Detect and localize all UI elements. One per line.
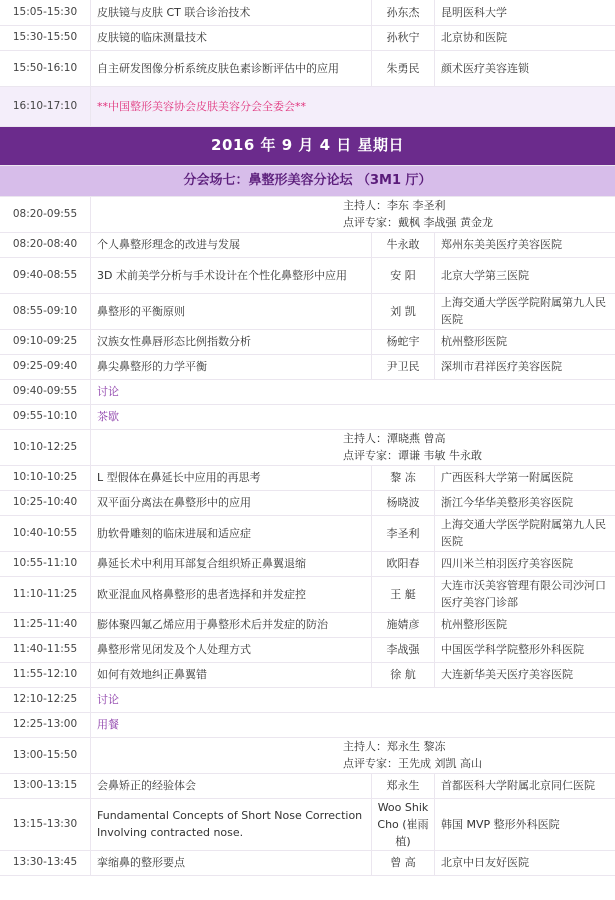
host-line [343, 430, 615, 447]
session-speaker: 欧阳春 [372, 551, 435, 576]
session-topic: 挛缩鼻的整形要点 [91, 850, 372, 875]
session-time: 09:25-09:40 [0, 354, 91, 379]
session-speaker: 徐 航 [372, 662, 435, 687]
session-institution: 中国医学科学院整形外科医院 [435, 637, 615, 662]
table-row [0, 354, 615, 379]
session-speaker: 尹卫民 [372, 354, 435, 379]
session-speaker: Woo Shik Cho (崔雨植) [372, 798, 435, 850]
session-topic: 膨体聚四氟乙烯应用于鼻整形术后并发症的防治 [91, 612, 372, 637]
session-time: 11:25-11:40 [0, 612, 91, 637]
session-time: 11:40-11:55 [0, 637, 91, 662]
session-topic: 如何有效地纠正鼻翼错 [91, 662, 372, 687]
session-topic: 皮肤镜的临床测量技术 [91, 25, 372, 50]
host-row [0, 737, 615, 773]
table-row [0, 329, 615, 354]
table-row [0, 50, 615, 86]
reviewer-names: 戴枫 李战强 黄金龙 [398, 216, 493, 229]
day-header: 2016 年 9 月 4 日 星期日 [0, 126, 615, 165]
reviewer-line [343, 214, 615, 231]
session-time: 08:20-08:40 [0, 232, 91, 257]
session-topic: 会鼻矫正的经验体会 [91, 773, 372, 798]
session-topic: 鼻整形的平衡原则 [91, 293, 372, 329]
session-speaker: 李战强 [372, 637, 435, 662]
table-row [0, 712, 615, 737]
reviewer-line [343, 755, 615, 772]
session-topic: Fundamental Concepts of Short Nose Correction Involving contracted nose. [91, 798, 372, 850]
session-institution: 北京大学第三医院 [435, 257, 615, 293]
session-institution: 北京协和医院 [435, 25, 615, 50]
tea-break-label: 茶歇 [91, 404, 615, 429]
host-names: 郑永生 黎冻 [387, 740, 446, 753]
table-row [0, 0, 615, 25]
session-time: 13:30-13:45 [0, 850, 91, 875]
session-institution: 浙江今华华美整形美容医院 [435, 490, 615, 515]
venue-header: 分会场七：鼻整形美容分论坛 （3M1 厅） [0, 165, 615, 196]
session-institution: 郑州东美美医疗美容医院 [435, 232, 615, 257]
session-speaker: 孙东杰 [372, 0, 435, 25]
discussion-label: 讨论 [91, 687, 615, 712]
table-row [0, 465, 615, 490]
committee-row [0, 86, 615, 126]
session-institution: 杭州整形医院 [435, 329, 615, 354]
table-row [0, 798, 615, 850]
table-row [0, 379, 615, 404]
session-speaker: 杨晓波 [372, 490, 435, 515]
host-cell [91, 429, 615, 465]
session-speaker: 王 艇 [372, 576, 435, 612]
session-time: 16:10-17:10 [0, 86, 91, 126]
host-label: 主持人： [343, 199, 387, 212]
session-speaker: 施婧彦 [372, 612, 435, 637]
session-time: 10:10-10:25 [0, 465, 91, 490]
table-row [0, 612, 615, 637]
session-topic: 个人鼻整形理念的改进与发展 [91, 232, 372, 257]
session-topic: 汉族女性鼻唇形态比例指数分析 [91, 329, 372, 354]
table-row [0, 687, 615, 712]
session-institution: 上海交通大学医学院附属第九人民医院 [435, 293, 615, 329]
lunch-label: 用餐 [91, 712, 615, 737]
session-topic: L 型假体在鼻延长中应用的再思考 [91, 465, 372, 490]
table-row [0, 551, 615, 576]
session-speaker: 孙秋宁 [372, 25, 435, 50]
reviewer-label: 点评专家： [343, 216, 398, 229]
table-row [0, 662, 615, 687]
discussion-label: 讨论 [91, 379, 615, 404]
table-row [0, 637, 615, 662]
session-speaker: 刘 凯 [372, 293, 435, 329]
session-institution: 首都医科大学附属北京同仁医院 [435, 773, 615, 798]
session-institution: 昆明医科大学 [435, 0, 615, 25]
session-speaker: 朱勇民 [372, 50, 435, 86]
session-time: 10:55-11:10 [0, 551, 91, 576]
host-line [343, 738, 615, 755]
table-row [0, 773, 615, 798]
session-time: 09:40-09:55 [0, 379, 91, 404]
reviewer-label: 点评专家： [343, 757, 398, 770]
session-institution: 大连市沃美容管理有限公司沙河口医疗美容门诊部 [435, 576, 615, 612]
host-label: 主持人： [343, 740, 387, 753]
session-time: 10:25-10:40 [0, 490, 91, 515]
session-institution: 韩国 MVP 整形外科医院 [435, 798, 615, 850]
session-time: 08:20-09:55 [0, 196, 91, 232]
host-names: 潭晓燕 曾高 [387, 432, 446, 445]
table-row [0, 25, 615, 50]
session-time: 08:55-09:10 [0, 293, 91, 329]
host-row [0, 196, 615, 232]
reviewer-names: 谭谦 韦敏 牛永敢 [398, 449, 482, 462]
session-institution: 深圳市君祥医疗美容医院 [435, 354, 615, 379]
session-speaker: 杨蛇宇 [372, 329, 435, 354]
table-row [0, 404, 615, 429]
session-topic: 3D 术前美学分析与手术设计在个性化鼻整形中应用 [91, 257, 372, 293]
session-time: 11:10-11:25 [0, 576, 91, 612]
reviewer-line [343, 447, 615, 464]
session-institution: 广西医科大学第一附属医院 [435, 465, 615, 490]
session-speaker: 郑永生 [372, 773, 435, 798]
session-time: 09:55-10:10 [0, 404, 91, 429]
reviewer-label: 点评专家： [343, 449, 398, 462]
session-topic: 鼻整形常见闭发及个人处理方式 [91, 637, 372, 662]
session-institution: 北京中日友好医院 [435, 850, 615, 875]
session-time: 15:50-16:10 [0, 50, 91, 86]
table-row [0, 490, 615, 515]
session-time: 10:10-12:25 [0, 429, 91, 465]
session-time: 09:40-08:55 [0, 257, 91, 293]
session-time: 11:55-12:10 [0, 662, 91, 687]
session-speaker: 安 阳 [372, 257, 435, 293]
table-row [0, 515, 615, 551]
session-speaker: 黎 冻 [372, 465, 435, 490]
table-row [0, 232, 615, 257]
host-row [0, 429, 615, 465]
host-label: 主持人： [343, 432, 387, 445]
host-names: 李东 李圣利 [387, 199, 446, 212]
session-topic: 鼻尖鼻整形的力学平衡 [91, 354, 372, 379]
session-topic: 肋软骨雕刻的临床进展和适应症 [91, 515, 372, 551]
session-time: 13:15-13:30 [0, 798, 91, 850]
table-row [0, 850, 615, 875]
day-header-row [0, 126, 615, 165]
committee-title: **中国整形美容协会皮肤美容分会全委会** [91, 86, 615, 126]
host-cell [91, 737, 615, 773]
table-row [0, 257, 615, 293]
session-time: 09:10-09:25 [0, 329, 91, 354]
session-time: 13:00-13:15 [0, 773, 91, 798]
session-speaker: 牛永敢 [372, 232, 435, 257]
session-institution: 杭州整形医院 [435, 612, 615, 637]
session-topic: 鼻延长术中利用耳部复合组织矫正鼻翼退缩 [91, 551, 372, 576]
session-institution: 上海交通大学医学院附属第九人民医院 [435, 515, 615, 551]
session-time: 15:30-15:50 [0, 25, 91, 50]
session-time: 12:10-12:25 [0, 687, 91, 712]
session-time: 12:25-13:00 [0, 712, 91, 737]
table-row [0, 576, 615, 612]
reviewer-names: 王先成 刘凯 高山 [398, 757, 482, 770]
session-topic: 自主研发图像分析系统皮肤色素诊断评估中的应用 [91, 50, 372, 86]
session-time: 10:40-10:55 [0, 515, 91, 551]
session-institution: 大连新华美天医疗美容医院 [435, 662, 615, 687]
session-speaker: 曾 高 [372, 850, 435, 875]
table-row [0, 293, 615, 329]
session-topic: 欧亚混血风格鼻整形的患者选择和并发症控 [91, 576, 372, 612]
session-time: 13:00-15:50 [0, 737, 91, 773]
host-cell [91, 196, 615, 232]
session-topic: 皮肤镜与皮肤 CT 联合诊治技术 [91, 0, 372, 25]
session-topic: 双平面分离法在鼻整形中的应用 [91, 490, 372, 515]
session-time: 15:05-15:30 [0, 0, 91, 25]
session-institution: 四川米兰柏羽医疗美容医院 [435, 551, 615, 576]
session-speaker: 李圣利 [372, 515, 435, 551]
venue-header-row [0, 165, 615, 196]
host-line [343, 197, 615, 214]
session-institution: 颜术医疗美容连锁 [435, 50, 615, 86]
